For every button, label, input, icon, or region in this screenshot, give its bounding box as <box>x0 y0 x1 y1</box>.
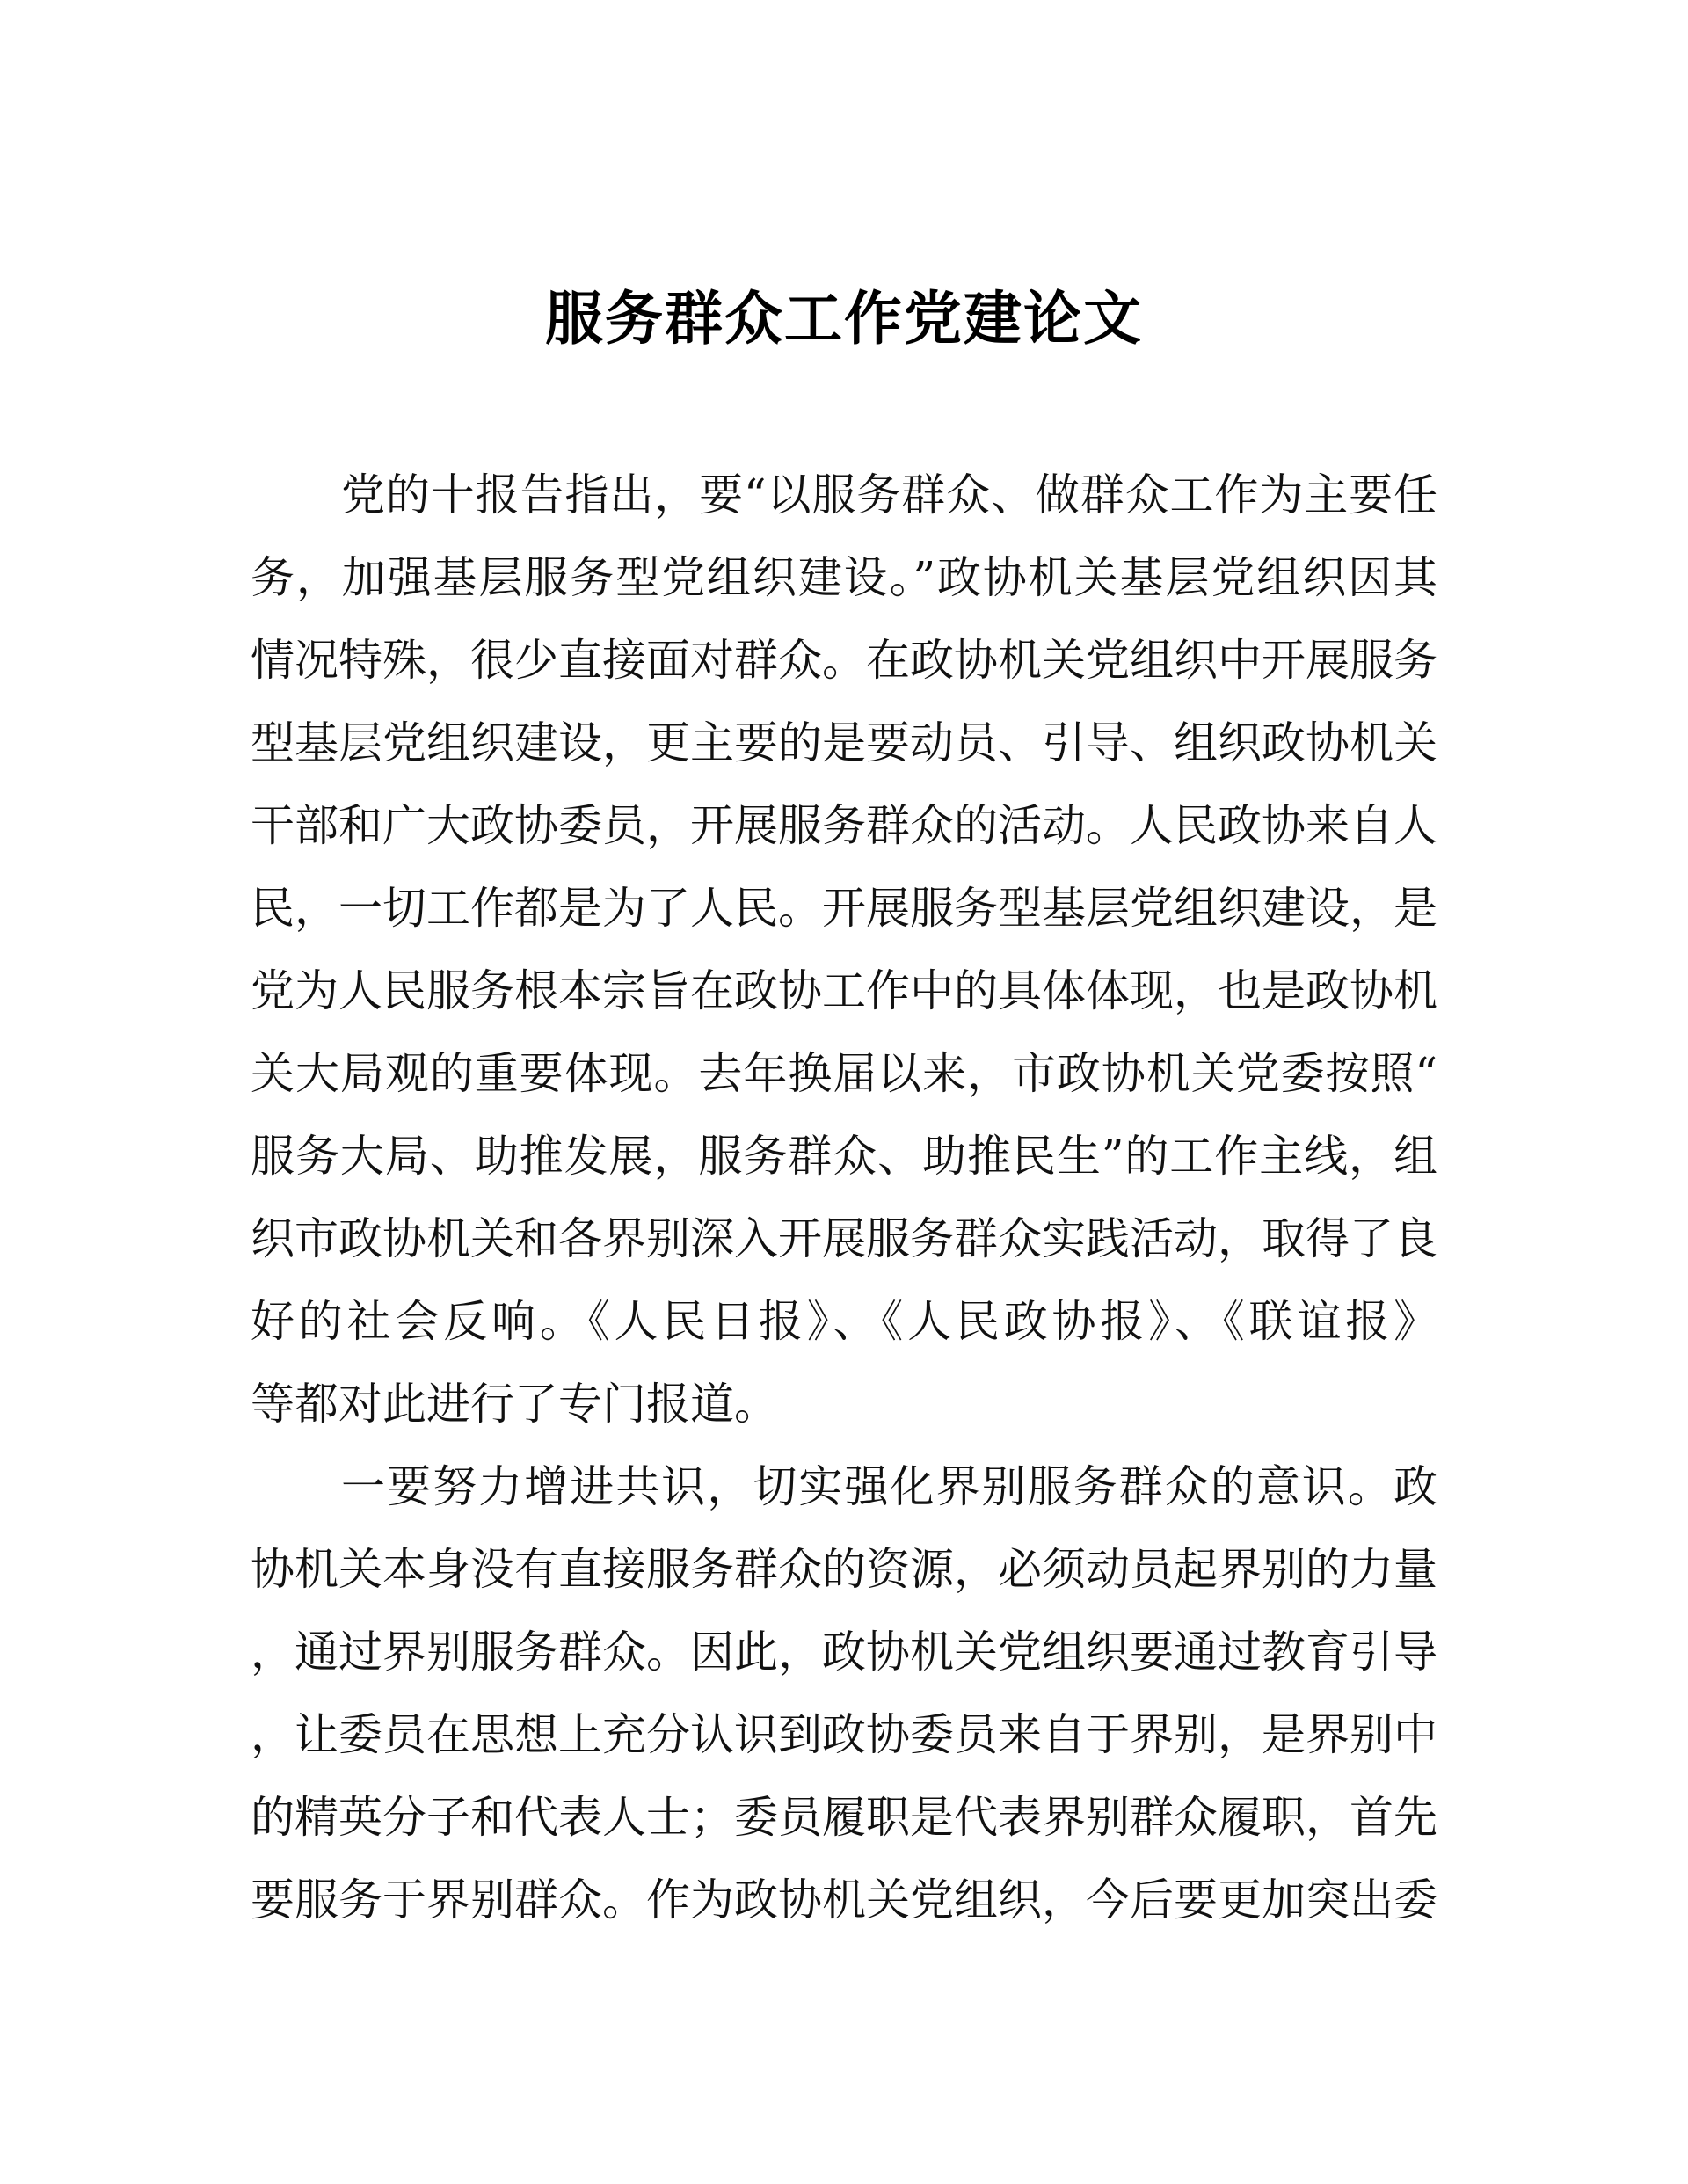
paragraph-1-line-7: 党为人民服务根本宗旨在政协工作中的具体体现，也是政协机 <box>251 965 1437 1016</box>
paragraph-1-line-8: 关大局观的重要体现。去年换届以来，市政协机关党委按照“ <box>251 1048 1437 1099</box>
paragraph-1-line-4: 型基层党组织建设，更主要的是要动员、引导、组织政协机关 <box>251 717 1437 768</box>
paragraph-1-line-9: 服务大局、助推发展，服务群众、助推民生”的工作主线，组 <box>251 1131 1437 1182</box>
paragraph-2-line-3: ，通过界别服务群众。因此，政协机关党组织要通过教育引导 <box>251 1627 1437 1678</box>
paragraph-2-line-1: 一要努力增进共识，切实强化界别服务群众的意识。政 <box>341 1461 1437 1512</box>
paragraph-1-line-6: 民，一切工作都是为了人民。开展服务型基层党组织建设，是 <box>251 883 1437 934</box>
paragraph-1-line-3: 情况特殊，很少直接面对群众。在政协机关党组织中开展服务 <box>251 635 1437 686</box>
paragraph-1-line-5: 干部和广大政协委员，开展服务群众的活动。人民政协来自人 <box>251 800 1437 851</box>
paragraph-2-line-5: 的精英分子和代表人士；委员履职是代表界别群众履职，首先 <box>251 1792 1437 1843</box>
paragraph-2-line-6: 要服务于界别群众。作为政协机关党组织，今后要更加突出委 <box>251 1875 1437 1926</box>
paragraph-2-line-2: 协机关本身没有直接服务群众的资源，必须动员起界别的力量 <box>251 1544 1437 1595</box>
paragraph-1-line-11: 好的社会反响。《人民日报》、《人民政协报》、《联谊报》 <box>251 1296 1437 1347</box>
paragraph-1-line-10: 织市政协机关和各界别深入开展服务群众实践活动，取得了良 <box>251 1213 1437 1264</box>
paragraph-1-line-2: 务，加强基层服务型党组织建设。”政协机关基层党组织因其 <box>251 552 1437 603</box>
document-title: 服务群众工作党建论文 <box>545 285 1143 353</box>
paragraph-1-line-1: 党的十报告指出，要“以服务群众、做群众工作为主要任 <box>341 470 1437 521</box>
paragraph-1-line-12: 等都对此进行了专门报道。 <box>251 1379 778 1430</box>
paragraph-2-line-4: ，让委员在思想上充分认识到政协委员来自于界别，是界别中 <box>251 1709 1437 1760</box>
